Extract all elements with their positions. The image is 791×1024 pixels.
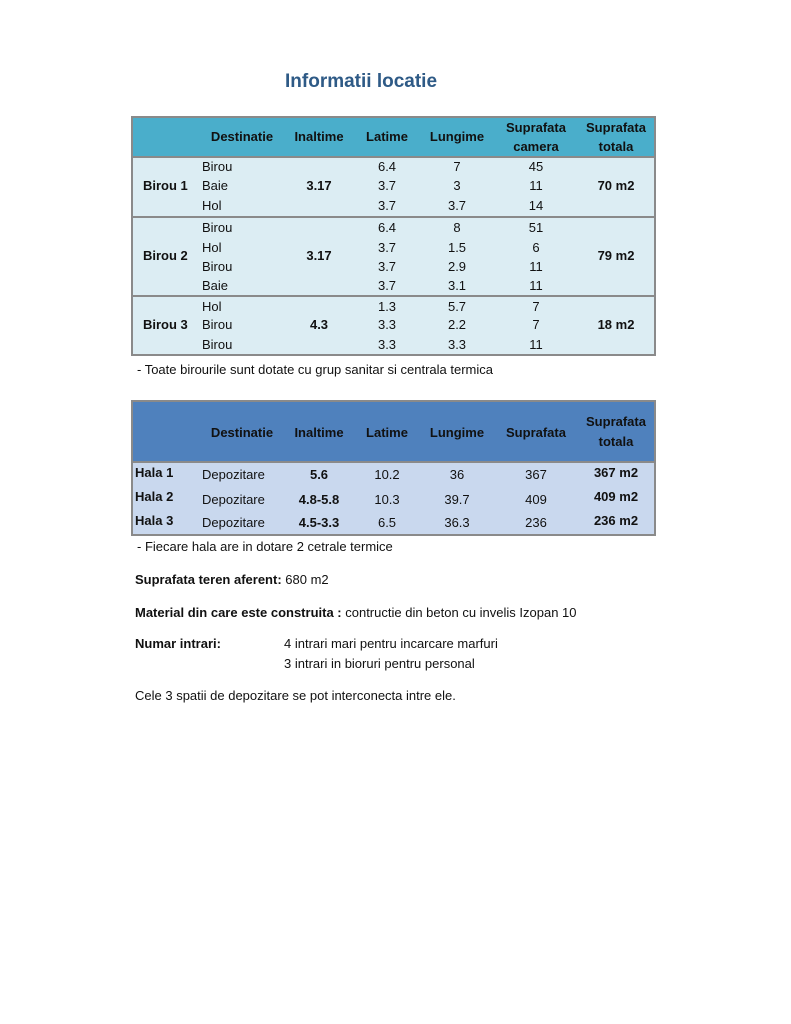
cell-suprafata: 14 (528, 198, 544, 213)
group-name: Birou 2 (143, 248, 188, 263)
cell-lungime: 7 (453, 159, 461, 174)
group-total: 79 m2 (597, 248, 635, 263)
group-birou-1 (133, 156, 654, 216)
cell-hala-name: Hala 1 (135, 465, 174, 480)
cell-destinatie: Birou (202, 220, 233, 235)
cell-lungime: 3.7 (447, 198, 467, 213)
cell-total: 236 m2 (593, 513, 639, 528)
cell-suprafata: 11 (529, 337, 543, 352)
cell-inaltime: 4.8-5.8 (298, 492, 340, 507)
cell-destinatie: Depozitare (202, 492, 265, 507)
group-total: 70 m2 (597, 178, 635, 193)
cell-destinatie: Depozitare (202, 467, 265, 482)
cell-lungime: 3 (453, 178, 461, 193)
cell-suprafata: 236 (525, 515, 547, 530)
header-destinatie: Destinatie (210, 129, 274, 144)
group-inaltime: 3.17 (306, 248, 332, 263)
cell-latime: 6.5 (377, 515, 397, 530)
cell-destinatie: Baie (202, 178, 229, 193)
header-lungime: Lungime (429, 425, 485, 440)
cell-latime: 3.7 (377, 278, 397, 293)
cell-lungime: 2.9 (447, 259, 467, 274)
cell-suprafata: 367 (525, 467, 547, 482)
intrari-line-1: 4 intrari mari pentru incarcare marfuri (284, 636, 498, 651)
cell-latime: 3.3 (377, 337, 397, 352)
cell-latime: 10.3 (374, 492, 400, 507)
table-header (133, 118, 654, 158)
cell-lungime: 8 (453, 220, 461, 235)
cell-latime: 3.7 (377, 259, 397, 274)
group-inaltime: 3.17 (306, 178, 332, 193)
birouri-table (131, 116, 656, 356)
cell-destinatie: Birou (202, 159, 233, 174)
cell-lungime: 5.7 (447, 299, 467, 314)
cell-destinatie: Hol (202, 299, 222, 314)
header-latime: Latime (366, 425, 408, 440)
table-row (133, 257, 654, 276)
group-name: Birou 1 (143, 178, 188, 193)
cell-lungime: 1.5 (447, 240, 467, 255)
cell-latime: 6.4 (377, 159, 397, 174)
table-row (133, 157, 654, 176)
table-row (133, 490, 654, 509)
header-suprafata-camera-1: Suprafata (506, 120, 566, 135)
intrari-line-2: 3 intrari in bioruri pentru personal (284, 656, 475, 671)
cell-inaltime: 5.6 (309, 467, 329, 482)
cell-latime: 3.7 (377, 240, 397, 255)
material-value: contructie din beton cu invelis Izopan 10 (341, 605, 577, 620)
hale-note: - Fiecare hala are in dotare 2 cetrale termice (137, 539, 393, 554)
cell-destinatie: Baie (202, 278, 229, 293)
cell-latime: 3.3 (377, 317, 397, 332)
table-row (133, 196, 654, 215)
table-row (133, 315, 654, 334)
header-inaltime: Inaltime (294, 425, 344, 440)
cell-suprafata: 11 (529, 278, 543, 293)
cell-total: 409 m2 (593, 489, 639, 504)
intrari-label: Numar intrari: (135, 636, 221, 651)
cell-hala-name: Hala 2 (135, 489, 174, 504)
table-row (133, 465, 654, 484)
cell-latime: 3.7 (377, 178, 397, 193)
cell-latime: 3.7 (377, 198, 397, 213)
cell-lungime: 3.3 (447, 337, 467, 352)
cell-hala-name: Hala 3 (135, 513, 174, 528)
cell-lungime: 36 (449, 467, 465, 482)
cell-destinatie: Birou (202, 317, 233, 332)
table-row (133, 238, 654, 257)
cell-destinatie: Birou (202, 259, 233, 274)
cell-lungime: 2.2 (447, 317, 467, 332)
cell-lungime: 36.3 (444, 515, 470, 530)
cell-destinatie: Depozitare (202, 515, 265, 530)
cell-lungime: 39.7 (444, 492, 470, 507)
group-birou-2 (133, 216, 654, 297)
cell-destinatie: Hol (202, 198, 222, 213)
hale-table (131, 400, 656, 536)
group-name: Birou 3 (143, 317, 188, 332)
header-destinatie: Destinatie (210, 425, 274, 440)
cell-destinatie: Hol (202, 240, 222, 255)
cell-suprafata: 7 (532, 299, 540, 314)
cell-suprafata: 409 (525, 492, 547, 507)
cell-destinatie: Birou (202, 337, 233, 352)
cell-suprafata: 6 (532, 240, 540, 255)
cell-suprafata: 11 (529, 259, 543, 274)
table-row (133, 335, 654, 354)
header-suprafata: Suprafata (506, 425, 566, 440)
header-latime: Latime (366, 129, 408, 144)
cell-suprafata: 7 (532, 317, 540, 332)
header-inaltime: Inaltime (294, 129, 344, 144)
group-birou-3 (133, 295, 654, 356)
birouri-note: - Toate birourile sunt dotate cu grup sanitar si centrala termica (137, 362, 493, 377)
cell-suprafata: 45 (528, 159, 544, 174)
group-inaltime: 4.3 (309, 317, 329, 332)
header-suprafata-totala-2: totala (598, 139, 634, 154)
group-total: 18 m2 (597, 317, 635, 332)
table-header (133, 402, 654, 463)
cell-suprafata: 51 (528, 220, 544, 235)
closing-text: Cele 3 spatii de depozitare se pot interconecta intre ele. (135, 688, 456, 703)
cell-latime: 1.3 (377, 299, 397, 314)
teren-label: Suprafata teren aferent: (135, 572, 282, 587)
cell-inaltime: 4.5-3.3 (298, 515, 340, 530)
teren-line (135, 570, 329, 589)
cell-suprafata: 11 (529, 178, 543, 193)
cell-total: 367 m2 (593, 465, 639, 480)
page-title: Informatii locatie (285, 71, 438, 92)
header-suprafata-totala-1: Suprafata (586, 120, 646, 135)
table-row (133, 276, 654, 295)
teren-value: 680 m2 (281, 572, 329, 587)
header-suprafata-totala-2: totala (598, 434, 634, 449)
material-line (135, 603, 577, 622)
table-row (133, 513, 654, 532)
table-row (133, 297, 654, 316)
header-suprafata-totala-1: Suprafata (586, 414, 646, 429)
cell-lungime: 3.1 (447, 278, 467, 293)
material-label: Material din care este construita : (135, 605, 342, 620)
header-lungime: Lungime (429, 129, 485, 144)
header-suprafata-camera-2: camera (513, 139, 559, 154)
cell-latime: 6.4 (377, 220, 397, 235)
table-row (133, 218, 654, 237)
cell-latime: 10.2 (374, 467, 400, 482)
table-row (133, 176, 654, 195)
